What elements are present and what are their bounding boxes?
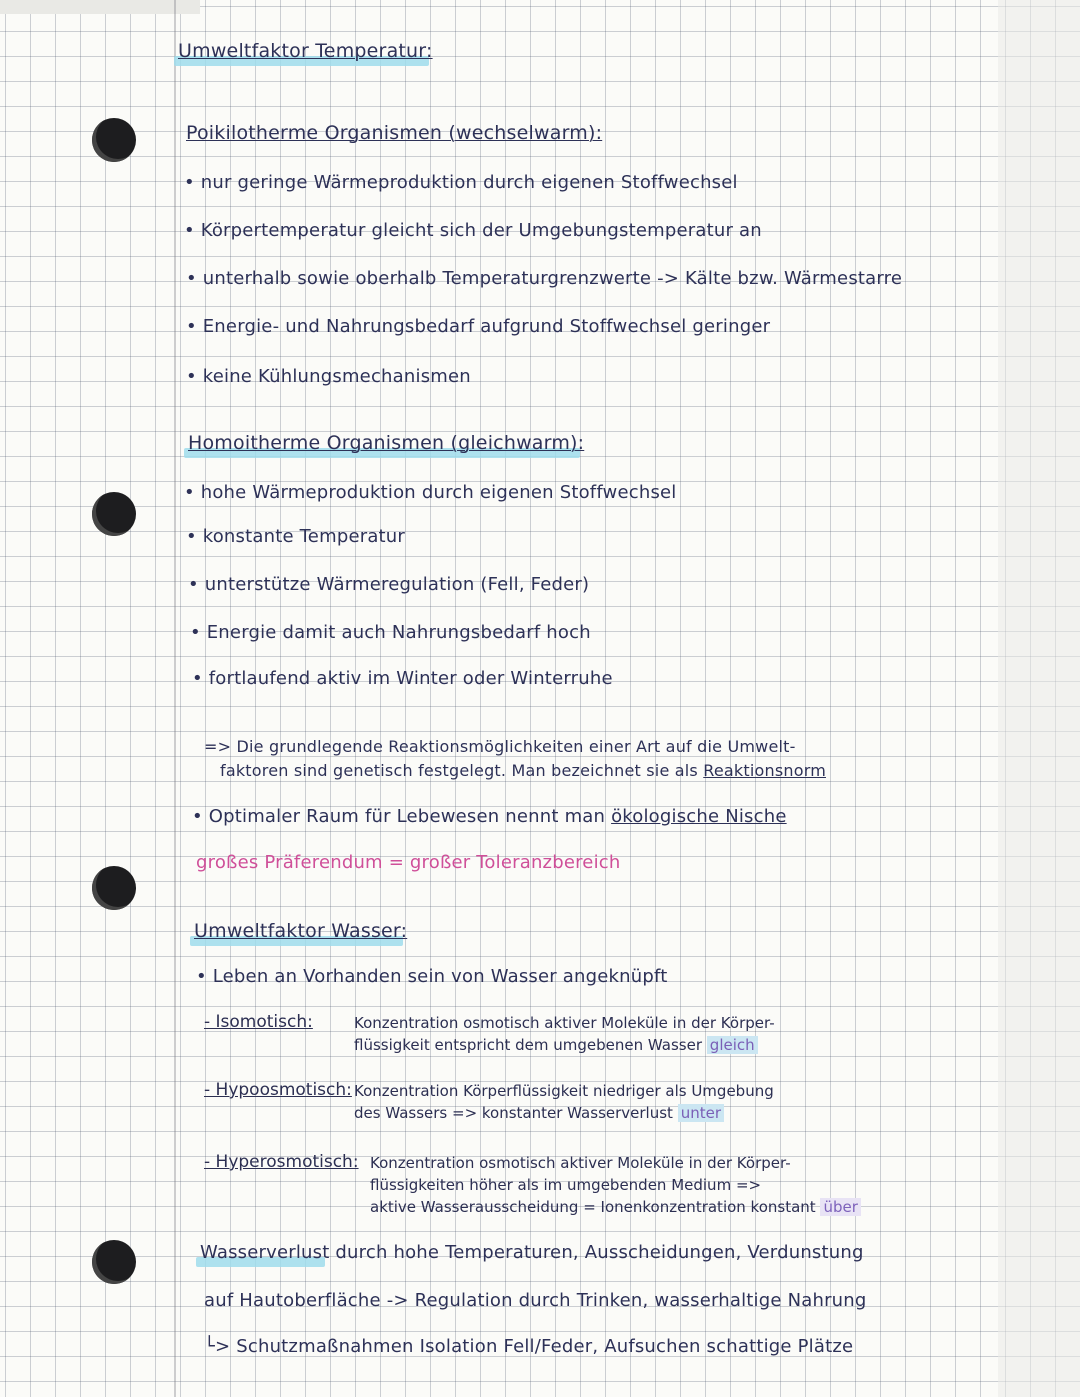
term-reaktionsnorm: Reaktionsnorm <box>703 761 826 780</box>
hyperosmotisch-line: aktive Wasserausscheidung = Ionenkonzentration konstant über <box>370 1198 861 1217</box>
tag-ueber: über <box>820 1198 860 1216</box>
poikilotherm-item: • keine Kühlungsmechanismen <box>186 366 471 387</box>
hypoosmotisch-label: - Hypoosmotisch: <box>204 1080 352 1100</box>
isosmotisch-line: Konzentration osmotisch aktiver Moleküle in der Körper- <box>354 1014 775 1032</box>
poikilotherm-item: • Körpertemperatur gleicht sich der Umgebungstemperatur an <box>184 220 762 241</box>
margin-line <box>174 0 176 1397</box>
heading-water: Umweltfaktor Wasser: <box>194 920 408 942</box>
page-torn-edge <box>0 0 200 14</box>
conclusion-line: faktoren sind genetisch festgelegt. Man bezeichnet sie als Reaktionsnorm <box>220 761 826 780</box>
tag-gleich: gleich <box>707 1036 758 1054</box>
hyperosmotisch-label: - Hyperosmotisch: <box>204 1152 359 1172</box>
hyperosmotisch-line: flüssigkeiten höher als im umgebenden Medium => <box>370 1176 762 1194</box>
optimal-line: • Optimaler Raum für Lebewesen nennt man ökologische Nische <box>192 806 787 827</box>
hyperosmotisch-line: Konzentration osmotisch aktiver Moleküle in der Körper- <box>370 1154 791 1172</box>
water-intro: • Leben an Vorhanden sein von Wasser angeknüpft <box>196 966 668 987</box>
punch-hole <box>92 866 136 910</box>
poikilotherm-item: • Energie- und Nahrungsbedarf aufgrund Stoffwechsel geringer <box>186 316 771 337</box>
poikilotherm-title: Poikilotherme Organismen (wechselwarm): <box>186 122 603 144</box>
term-oekologische-nische: ökologische Nische <box>611 806 787 827</box>
conclusion-line: => Die grundlegende Reaktionsmöglichkeiten einer Art auf die Umwelt- <box>204 737 796 756</box>
homoiotherm-title: Homoitherme Organismen (gleichwarm): <box>188 432 585 454</box>
isosmotisch-label: - Isomotisch: <box>204 1012 313 1032</box>
hypoosmotisch-line: Konzentration Körperflüssigkeit niedriger als Umgebung <box>354 1082 774 1100</box>
tag-unter: unter <box>678 1104 724 1122</box>
punch-hole <box>92 118 136 162</box>
isosmotisch-line: flüssigkeit entspricht dem umgebenen Wasser gleich <box>354 1036 758 1055</box>
hypoosmotisch-line: des Wassers => konstanter Wasserverlust unter <box>354 1104 724 1123</box>
praeferendum-line: großes Präferendum = großer Toleranzbereich <box>196 852 621 873</box>
homoiotherm-item: • unterstütze Wärmeregulation (Fell, Feder) <box>188 574 590 595</box>
poikilotherm-item: • unterhalb sowie oberhalb Temperaturgrenzwerte -> Kälte bzw. Wärmestarre <box>186 268 903 289</box>
homoiotherm-item: • hohe Wärmeproduktion durch eigenen Stoffwechsel <box>184 482 677 503</box>
homoiotherm-item: • fortlaufend aktiv im Winter oder Winterruhe <box>192 668 613 689</box>
page-right-edge <box>998 0 1080 1397</box>
punch-hole <box>92 492 136 536</box>
heading-temperature-text: Umweltfaktor Temperatur: <box>178 40 433 62</box>
water-loss-line: └> Schutzmaßnahmen Isolation Fell/Feder, Aufsuchen schattige Plätze <box>204 1336 854 1357</box>
homoiotherm-item: • konstante Temperatur <box>186 526 406 547</box>
homoiotherm-item: • Energie damit auch Nahrungsbedarf hoch <box>190 622 591 643</box>
water-loss-line: Wasserverlust durch hohe Temperaturen, Ausscheidungen, Verdunstung <box>200 1242 864 1263</box>
punch-hole <box>92 1240 136 1284</box>
water-loss-line: auf Hautoberfläche -> Regulation durch Trinken, wasserhaltige Nahrung <box>204 1290 867 1311</box>
heading-temperature <box>178 40 433 62</box>
poikilotherm-item: • nur geringe Wärmeproduktion durch eigenen Stoffwechsel <box>184 172 738 193</box>
term-wasserverlust: Wasserverlust <box>200 1242 330 1263</box>
